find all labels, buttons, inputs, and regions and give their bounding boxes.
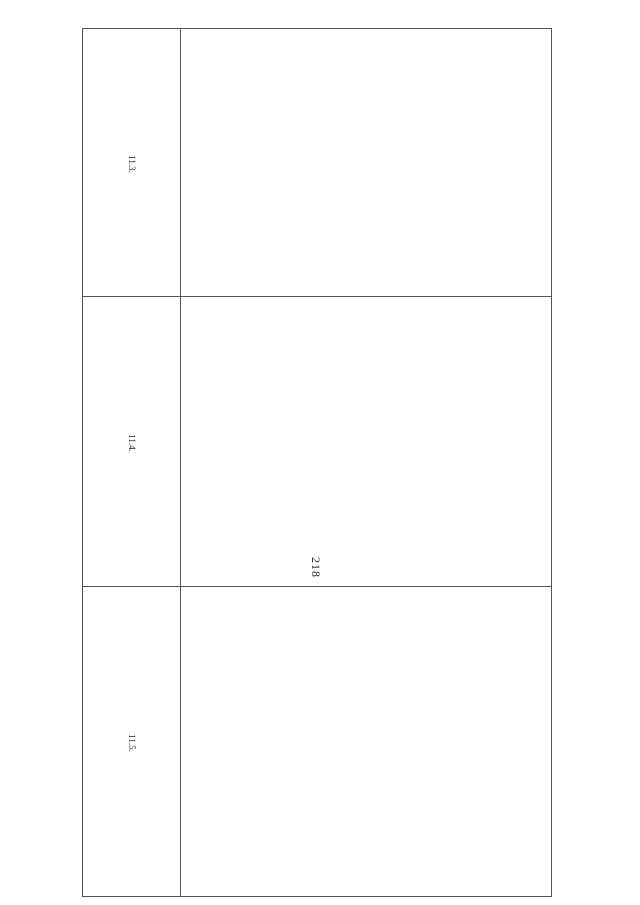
data-table xyxy=(82,28,552,897)
section-body-cell xyxy=(181,297,552,587)
section-number-cell xyxy=(83,297,181,587)
table-row xyxy=(83,29,552,297)
section-number-cell xyxy=(83,587,181,897)
section-number: 11.4. xyxy=(126,433,137,452)
section-number: 11.5. xyxy=(126,733,137,752)
table-row xyxy=(83,297,552,587)
section-body-cell xyxy=(181,587,552,897)
table-row xyxy=(83,587,552,897)
section-body-cell xyxy=(181,29,552,297)
section-number-cell xyxy=(83,29,181,297)
page-number: 218 xyxy=(309,557,323,578)
section-number: 11.3. xyxy=(126,154,137,173)
